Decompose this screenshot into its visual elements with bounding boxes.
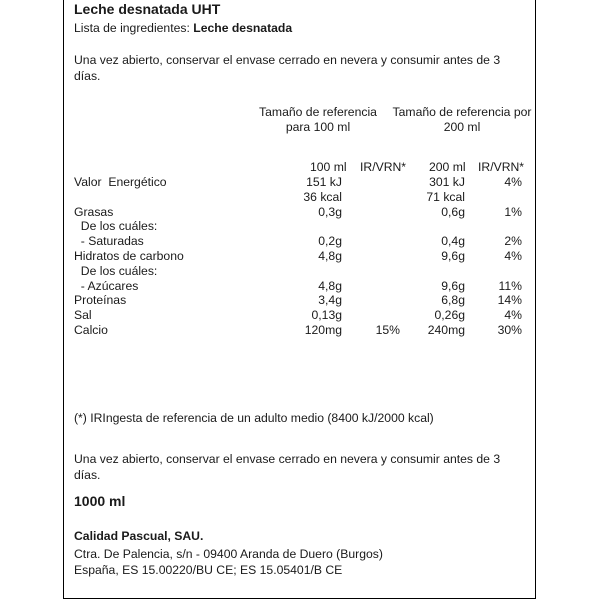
ir-200ml: 4% [504,308,522,322]
value-100ml: 0,3g [318,205,342,219]
storage-text-2-line1: Una vez abierto, conservar el envase cerrado en nevera y consumir antes de 3 [74,452,501,466]
col-header-ir-2: IR/VRN* [478,160,525,174]
ir-200ml: 14% [497,293,522,307]
company-name: Calidad Pascual, SAU. [74,529,204,543]
value-200ml: 6,8g [441,293,465,307]
ingredients-line [74,21,292,35]
company-registry: España, ES 15.00220/BU CE; ES 15.05401/B CE [74,563,343,577]
storage-text-2-line2: días. [74,468,101,482]
value-100ml: 36 kcal [303,190,342,204]
nutrient-label: - Azúcares [74,279,139,293]
volume: 1000 ml [74,493,126,509]
ir-200ml: 4% [504,175,522,189]
value-200ml: 0,4g [441,234,465,248]
header-100-line2: para 100 ml [285,120,351,134]
value-100ml: 0,2g [318,234,342,248]
nutrient-label: De los cuáles: [74,264,158,278]
footnote: (*) IRIngesta de referencia de un adulto medio (8400 kJ/2000 kcal) [74,411,434,425]
nutrient-label: Sal [74,308,92,322]
ir-200ml: 30% [497,323,522,337]
ir-200ml: 2% [504,234,522,248]
value-100ml: 3,4g [318,293,342,307]
header-200-line1: Tamaño de referencia por [392,105,532,119]
value-200ml: 71 kcal [426,190,465,204]
col-header-200ml: 200 ml [429,160,466,174]
value-100ml: 151 kJ [306,175,342,189]
value-200ml: 301 kJ [429,175,465,189]
product-title: Leche desnatada UHT [74,1,221,17]
ingredients-value: Leche desnatada [193,21,293,35]
nutrient-label: - Saturadas [74,234,144,248]
company-address: Ctra. De Palencia, s/n - 09400 Aranda de Duero (Burgos) [74,547,383,561]
nutrient-label: Valor Energético [74,175,167,189]
ir-200ml: 1% [504,205,522,219]
header-200-line2: 200 ml [443,120,481,134]
value-100ml: 4,8g [318,279,342,293]
value-200ml: 9,6g [441,249,465,263]
value-200ml: 240mg [427,323,465,337]
header-100-line1: Tamaño de referencia [259,105,377,119]
storage-text-1-line1: Una vez abierto, conservar el envase cerrado en nevera y consumir antes de 3 [74,53,501,67]
value-100ml: 0,13g [311,308,342,322]
nutrient-label: De los cuáles: [74,219,158,233]
nutrient-label: Calcio [74,323,108,337]
storage-text-1-line2: días. [74,69,101,83]
col-header-ir-1: IR/VRN* [360,160,407,174]
nutrient-label: Grasas [74,205,114,219]
value-200ml: 0,26g [434,308,465,322]
value-100ml: 120mg [304,323,342,337]
ir-200ml: 11% [498,279,522,293]
value-200ml: 0,6g [441,205,465,219]
nutrient-label: Proteínas [74,293,127,307]
value-200ml: 9,6g [441,279,465,293]
nutrient-label: Hidratos de carbono [74,249,184,263]
ir-200ml: 4% [504,249,522,263]
ingredients-label: Lista de ingredientes: [74,21,190,35]
col-header-100ml: 100 ml [310,160,347,174]
value-100ml: 4,8g [318,249,342,263]
ir-100ml: 15% [375,323,400,337]
